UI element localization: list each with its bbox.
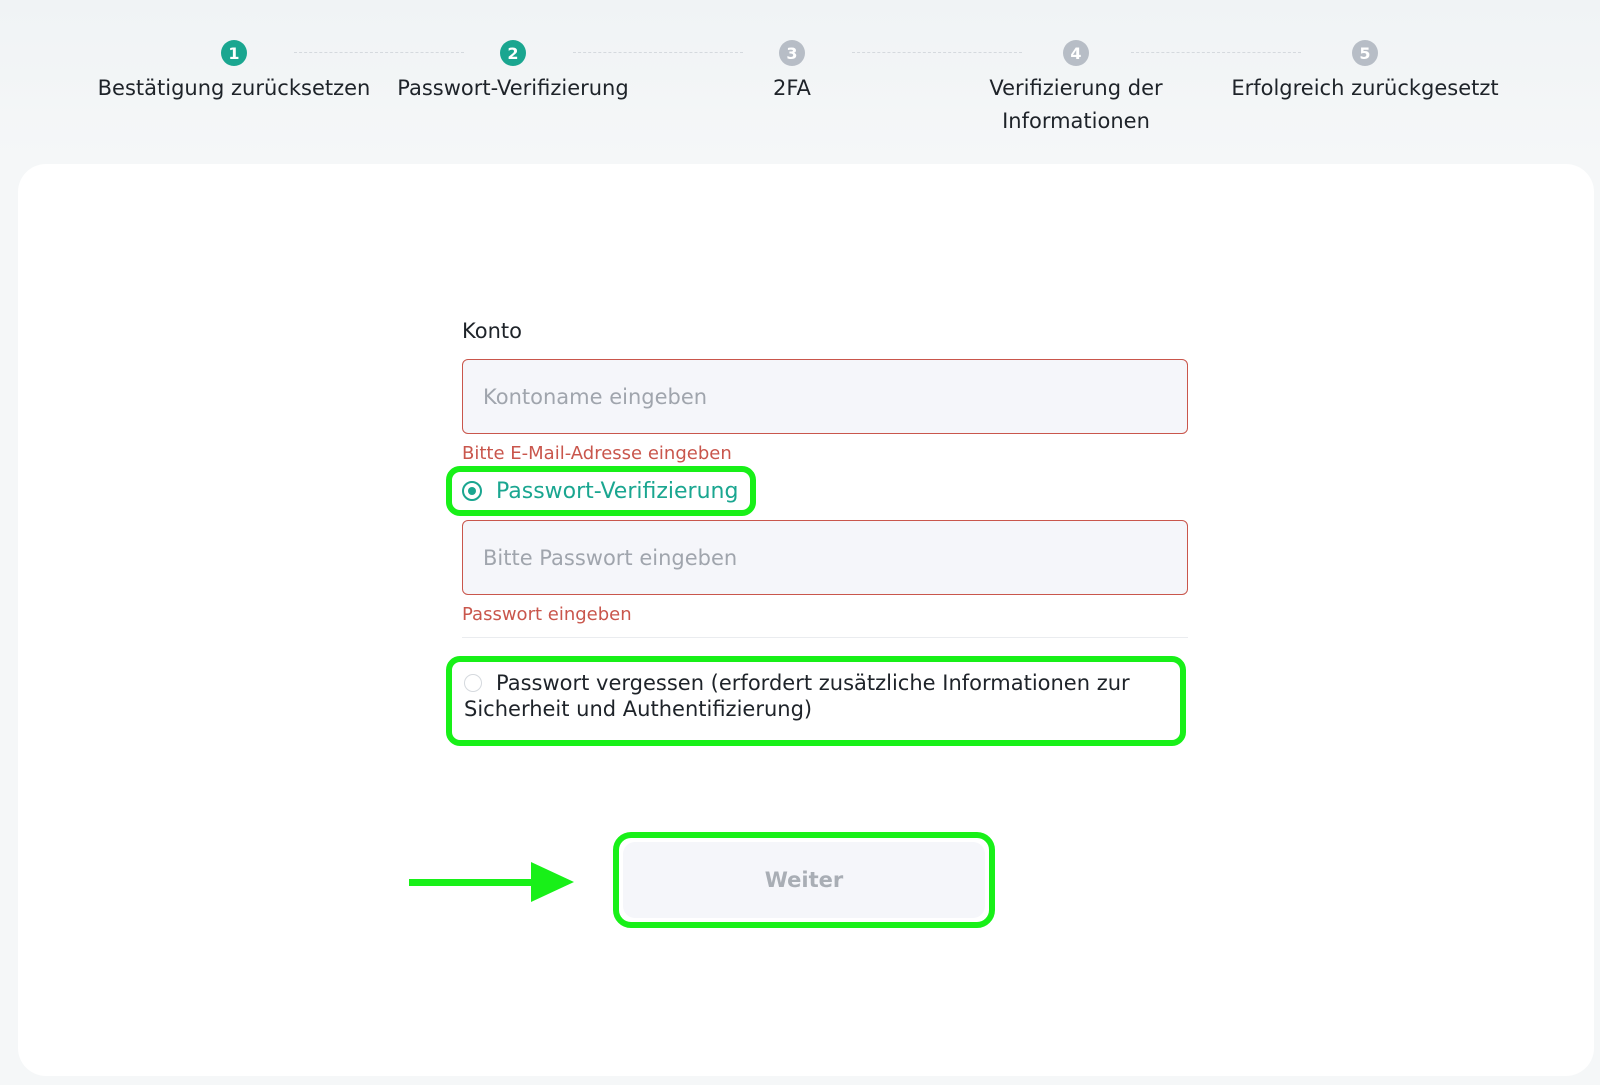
reset-card [18, 164, 1594, 1076]
step-number-badge: 4 [1063, 40, 1089, 66]
step-number-badge: 5 [1352, 40, 1378, 66]
step-number-badge: 3 [779, 40, 805, 66]
step-number-badge: 2 [500, 40, 526, 66]
account-input[interactable] [462, 359, 1188, 434]
password-input[interactable] [462, 520, 1188, 595]
radio-selected-icon[interactable] [462, 481, 482, 501]
account-error: Bitte E-Mail-Adresse eingeben [462, 443, 732, 464]
step-label: Passwort-Verifizierung [397, 76, 629, 100]
password-error: Passwort eingeben [462, 604, 632, 625]
forgot-password-option[interactable] [446, 656, 1186, 746]
step-label: 2FA [773, 76, 811, 100]
arrow-right-icon [409, 862, 574, 902]
step-label: Erfolgreich zurückgesetzt [1231, 76, 1499, 100]
divider [462, 637, 1188, 638]
password-verification-option[interactable] [446, 466, 756, 516]
step-label: Bestätigung zurücksetzen [97, 76, 371, 100]
reset-form [444, 319, 1188, 746]
step-4 [926, 40, 1226, 138]
step-number-badge: 1 [221, 40, 247, 66]
continue-button[interactable]: Weiter [623, 842, 985, 918]
progress-stepper [95, 40, 1515, 140]
step-1 [89, 40, 379, 105]
radio-unselected-icon[interactable] [464, 674, 482, 692]
step-5 [1205, 40, 1525, 105]
step-2 [368, 40, 658, 105]
continue-button-highlight [613, 832, 995, 928]
account-label: Konto [462, 319, 522, 343]
password-verification-label: Passwort-Verifizierung [496, 478, 739, 504]
step-label: Verifizierung der Informationen [989, 76, 1163, 133]
step-3 [647, 40, 937, 105]
forgot-password-label: Passwort vergessen (erfordert zusätzliche Informationen zur Sicherheit und Authentifizierung) [464, 671, 1130, 721]
